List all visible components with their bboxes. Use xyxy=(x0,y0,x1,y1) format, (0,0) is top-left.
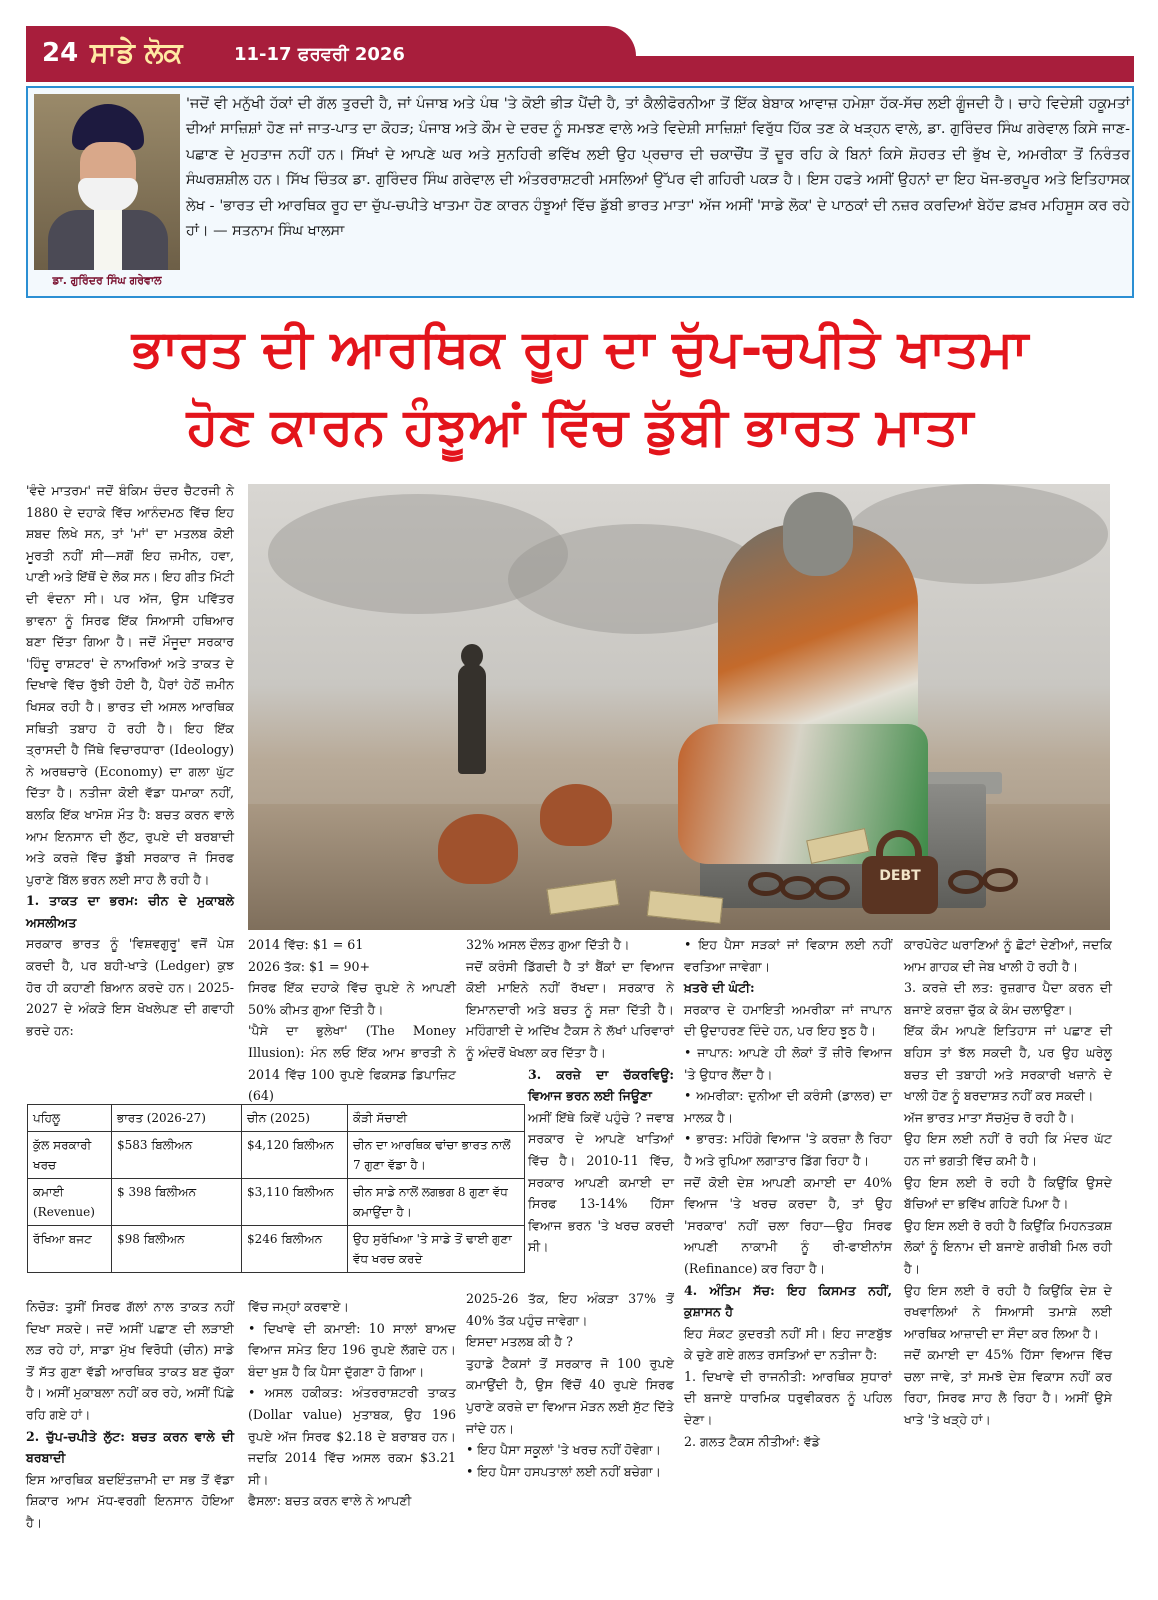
lower-col2-paragraph-4: ਫੈਸਲਾ: ਬਚਤ ਕਰਨ ਵਾਲੇ ਨੇ ਆਪਣੀ xyxy=(248,1493,412,1509)
india-china-comparison-table xyxy=(27,1104,525,1273)
page-number: 24 xyxy=(42,38,79,68)
col5-paragraph-2: 3. ਕਰਜ਼ੇ ਦੀ ਲਤ: ਰੁਜ਼ਗਾਰ ਪੈਦਾ ਕਰਨ ਦੀ ਬਜਾਏ ਕਰਜ਼ਾ ਚੁੱਕ ਕੇ ਕੰਮ ਚਲਾਉਣਾ। xyxy=(904,980,1112,1017)
column-4 xyxy=(684,934,892,1452)
col5-paragraph-8: ਉਹ ਇਸ ਲਈ ਰੋ ਰਹੀ ਹੈ ਕਿਉਂਕਿ ਦੇਸ਼ ਦੇ ਰਖਵਾਲਿਆਂ ਨੇ ਸਿਆਸੀ ਤਮਾਸ਼ੇ ਲਈ ਆਰਥਿਕ ਆਜ਼ਾਦੀ ਦਾ ਸੌਦਾ ਕਰ ਲਿਆ ਹੈ। xyxy=(904,1282,1112,1341)
table-row xyxy=(28,1226,525,1273)
col3-paragraph-3: ਅਸੀਂ ਇੱਥੇ ਕਿਵੇਂ ਪਹੁੰਚੇ ? ਜਵਾਬ ਸਰਕਾਰ ਦੇ ਆਪਣੇ ਖਾਤਿਆਂ ਵਿੱਚ ਹੈ। 2010-11 ਵਿੱਚ, ਸਰਕਾਰ ਆਪਣੀ ਕਮਾਈ ਦਾ ਸਿਰਫ 13-14% ਹਿੱਸਾ ਵਿਆਜ ਭਰਨ 'ਤੇ ਖਰਚ ਕਰਦੀ ਸੀ। xyxy=(528,1109,674,1255)
debt-lock-icon: DEBT xyxy=(862,856,938,914)
column-2 xyxy=(248,934,456,1107)
photo-beard xyxy=(78,178,138,212)
col4-bullet-3: • ਅਮਰੀਕਾ: ਦੁਨੀਆ ਦੀ ਕਰੰਸੀ (ਡਾਲਰ) ਦਾ ਮਾਲਕ ਹੈ। xyxy=(684,1088,892,1125)
lower-column-1 xyxy=(26,1296,234,1534)
chain-link xyxy=(748,872,784,896)
col5-paragraph-1: ਕਾਰਪੋਰੇਟ ਘਰਾਣਿਆਂ ਨੂੰ ਛੋਟਾਂ ਦੇਣੀਆਂ, ਜਦਕਿ ਆਮ ਗਾਹਕ ਦੀ ਜੇਬ ਖਾਲੀ ਹੋ ਰਹੀ ਹੈ। xyxy=(904,937,1112,974)
col3-paragraph-5: ਇਸਦਾ ਮਤਲਬ ਕੀ ਹੈ ? xyxy=(466,1334,573,1350)
col4-paragraph-3: ਇਹ ਸੰਕਟ ਕੁਦਰਤੀ ਨਹੀਂ ਸੀ। ਇਹ ਜਾਣਬੁੱਝ ਕੇ ਚੁਣੇ ਗਏ ਗਲਤ ਰਸਤਿਆਂ ਦਾ ਨਤੀਜਾ ਹੈ: xyxy=(684,1325,892,1363)
headline-line-2: ਹੋਣ ਕਾਰਨ ਹੰਝੂਆਂ ਵਿੱਚ ਡੁੱਬੀ ਭਾਰਤ ਮਾਤਾ xyxy=(186,397,974,457)
lower-col1-paragraph-2: ਇਸ ਆਰਥਿਕ ਬਦਇੰਤਜ਼ਾਮੀ ਦਾ ਸਭ ਤੋਂ ਵੱਡਾ ਸ਼ਿਕਾਰ ਆਮ ਮੱਧ-ਵਰਗੀ ਇਨਸਾਨ ਹੋਇਆ ਹੈ। xyxy=(26,1471,234,1530)
chain-link xyxy=(780,876,816,900)
lower-col2-paragraph-1: ਵਿੱਚ ਜਮ੍ਹਾਂ ਕਰਵਾਏ। xyxy=(248,1299,349,1314)
table-header-cell: ਕੌੜੀ ਸੱਚਾਈ xyxy=(348,1105,525,1132)
col4-heading-1: ਖ਼ਤਰੇ ਦੀ ਘੰਟੀ: xyxy=(684,980,755,996)
table-header-cell: ਚੀਨ (2025) xyxy=(242,1105,348,1132)
col3-bullet-1: • ਇਹ ਪੈਸਾ ਸਕੂਲਾਂ 'ਤੇ ਖਰਚ ਨਹੀਂ ਹੋਵੇਗਾ। xyxy=(466,1442,661,1458)
chain-link xyxy=(982,868,1018,892)
table-cell: ਚੀਨ ਦਾ ਆਰਥਿਕ ਢਾਂਚਾ ਭਾਰਤ ਨਾਲੋਂ 7 ਗੁਣਾ ਵੱਡਾ ਹੈ। xyxy=(348,1132,525,1179)
col2-paragraph-2: 'ਪੈਸੇ ਦਾ ਭੁਲੇਖਾ' (The Money Illusion): ਮੰਨ ਲਓ ਇੱਕ ਆਮ ਭਾਰਤੀ ਨੇ 2014 ਵਿੱਚ 100 ਰੁਪਏ ਫਿਕਸਡ ਡਿਪਾਜ਼ਿਟ (64) xyxy=(248,1023,456,1104)
table-cell: ਕੁੱਲ ਸਰਕਾਰੀ ਖਰਚ xyxy=(28,1132,112,1179)
newspaper-name: ਸਾਡੇ ਲੋਕ xyxy=(90,36,183,69)
col3-heading-1: 3. ਕਰਜ਼ੇ ਦਾ ਚੱਕਰਵਿਊ: ਵਿਆਜ ਭਰਨ ਲਈ ਜਿਊਣਾ xyxy=(528,1066,674,1104)
col1-paragraph-1: 'ਵੰਦੇ ਮਾਤਰਮ' ਜਦੋਂ ਬੰਕਿਮ ਚੰਦਰ ਚੈਟਰਜੀ ਨੇ 1880 ਦੇ ਦਹਾਕੇ ਵਿੱਚ ਆਨੰਦਮਠ ਵਿੱਚ ਇਹ ਸ਼ਬਦ ਲਿਖੇ ਸਨ, ਤਾਂ 'ਮਾਂ' ਦਾ ਮਤਲਬ ਕੋਈ ਮੂਰਤੀ ਨਹੀਂ ਸੀ—ਸਗੋਂ ਇਹ ਜ਼ਮੀਨ, ਹਵਾ, ਪਾਣੀ ਅਤੇ ਇੱਥੋਂ ਦੇ ਲੋਕ ਸਨ। ਇਹ ਗੀਤ ਮਿੱਟੀ ਦੀ ਵੰਦਨਾ ਸੀ। ਪਰ ਅੱਜ, ਉਸ ਪਵਿੱਤਰ ਭਾਵਨਾ ਨੂੰ ਸਿਰਫ ਇੱਕ ਸਿਆਸੀ ਹਥਿਆਰ ਬਣਾ ਦਿੱਤਾ ਗਿਆ ਹੈ। ਜਦੋਂ ਮੌਜੂਦਾ ਸਰਕਾਰ 'ਹਿੰਦੂ ਰਾਸ਼ਟਰ' ਦੇ ਨਾਅਰਿਆਂ ਅਤੇ ਤਾਕਤ ਦੇ ਦਿਖਾਵੇ ਵਿੱਚ ਰੁੱਝੀ ਹੋਈ ਹੈ, ਪੈਰਾਂ ਹੇਠੋਂ ਜ਼ਮੀਨ ਖਿਸਕ ਰਹੀ ਹੈ। ਭਾਰਤ ਦੀ ਅਸਲ ਆਰਥਿਕ ਸਥਿਤੀ ਤਬਾਹ ਹੋ ਰਹੀ ਹੈ। ਇਹ ਇੱਕ ਤ੍ਰਾਸਦੀ ਹੈ ਜਿੱਥੇ ਵਿਚਾਰਧਾਰਾ (Ideology) ਨੇ ਅਰਥਚਾਰੇ (Economy) ਦਾ ਗਲਾ ਘੁੱਟ ਦਿੱਤਾ ਹੈ। ਨਤੀਜਾ ਕੋਈ ਵੱਡਾ ਧਮਾਕਾ ਨਹੀਂ, ਬਲਕਿ ਇੱਕ ਖਾਮੋਸ਼ ਮੌਤ ਹੈ: ਬਚਤ ਕਰਨ ਵਾਲੇ ਆਮ ਇਨਸਾਨ ਦੀ ਲੁੱਟ, ਰੁਪਏ ਦੀ ਬਰਬਾਦੀ ਅਤੇ ਕਰਜ਼ੇ ਵਿੱਚ ਡੁੱਬੀ ਸਰਕਾਰ ਜੋ ਸਿਰਫ ਪੁਰਾਣੇ ਬਿੱਲ ਭਰਨ ਲਈ ਸਾਹ ਲੈ ਰਹੀ ਹੈ। xyxy=(26,483,234,887)
photo-shirt xyxy=(94,210,122,270)
column-3-lower xyxy=(466,1288,674,1482)
col4-bullet-1: • ਇਹ ਪੈਸਾ ਸੜਕਾਂ ਜਾਂ ਵਿਕਾਸ ਲਈ ਨਹੀਂ ਵਰਤਿਆ ਜਾਵੇਗਾ। xyxy=(684,937,892,974)
walking-man xyxy=(458,664,486,774)
col2-paragraph-1: ਸਿਰਫ ਇੱਕ ਦਹਾਕੇ ਵਿੱਚ ਰੁਪਏ ਨੇ ਆਪਣੀ 50% ਕੀਮਤ ਗੁਆ ਦਿੱਤੀ ਹੈ। xyxy=(248,980,456,1017)
col3-bullet-2: • ਇਹ ਪੈਸਾ ਹਸਪਤਾਲਾਂ ਲਈ ਨਹੀਂ ਬਚੇਗਾ। xyxy=(466,1463,662,1479)
author-photo xyxy=(34,94,180,270)
intro-box xyxy=(26,86,1134,298)
lower-col2-paragraph-2: • ਦਿਖਾਵੇ ਦੀ ਕਮਾਈ: 10 ਸਾਲਾਂ ਬਾਅਦ ਵਿਆਜ ਸਮੇਤ ਇਹ 196 ਰੁਪਏ ਲੱਗਦੇ ਹਨ। ਬੰਦਾ ਖੁਸ਼ ਹੈ ਕਿ ਪੈਸਾ ਦੁੱਗਣਾ ਹੋ ਗਿਆ। xyxy=(248,1320,456,1379)
lower-column-2 xyxy=(248,1296,456,1512)
col5-paragraph-6: ਉਹ ਇਸ ਲਈ ਰੋ ਰਹੀ ਹੈ ਕਿਉਂਕਿ ਉਸਦੇ ਬੱਚਿਆਂ ਦਾ ਭਵਿੱਖ ਗਹਿਣੇ ਪਿਆ ਹੈ। xyxy=(904,1174,1112,1212)
lower-col1-heading-1: 2. ਚੁੱਪ-ਚਪੀਤੇ ਲੁੱਟ: ਬਚਤ ਕਰਨ ਵਾਲੇ ਦੀ ਬਰਬਾਦੀ xyxy=(26,1428,234,1466)
table-cell: $98 ਬਿਲੀਅਨ xyxy=(112,1226,242,1273)
table-cell: ਰੱਖਿਆ ਬਜਟ xyxy=(28,1226,112,1273)
col4-paragraph-1: ਸਰਕਾਰ ਦੇ ਹਮਾਇਤੀ ਅਮਰੀਕਾ ਜਾਂ ਜਾਪਾਨ ਦੀ ਉਦਾਹਰਣ ਦਿੰਦੇ ਹਨ, ਪਰ ਇਹ ਝੂਠ ਹੈ। xyxy=(684,1001,892,1039)
col3-paragraph-2: ਜਦੋਂ ਕਰੰਸੀ ਡਿੱਗਦੀ ਹੈ ਤਾਂ ਬੈਂਕਾਂ ਦਾ ਵਿਆਜ ਕੋਈ ਮਾਇਨੇ ਨਹੀਂ ਰੱਖਦਾ। ਸਰਕਾਰ ਨੇ ਇਮਾਨਦਾਰੀ ਅਤੇ ਬਚਤ ਨੂੰ ਸਜ਼ਾ ਦਿੱਤੀ ਹੈ। ਮਹਿੰਗਾਈ ਦੇ ਅਦਿੱਖ ਟੈਕਸ ਨੇ ਲੱਖਾਂ ਪਰਿਵਾਰਾਂ ਨੂੰ ਅੰਦਰੋਂ ਖੋਖਲਾ ਕਰ ਦਿੱਤਾ ਹੈ। xyxy=(466,958,674,1060)
col4-heading-2: 4. ਅੰਤਿਮ ਸੱਚ: ਇਹ ਕਿਸਮਤ ਨਹੀਂ, ਕੁਸ਼ਾਸਨ ਹੈ xyxy=(684,1282,892,1320)
col3-paragraph-4: 2025-26 ਤੱਕ, ਇਹ ਅੰਕੜਾ 37% ਤੋਂ 40% ਤੱਕ ਪਹੁੰਚ ਜਾਵੇਗਾ। xyxy=(466,1291,674,1328)
col4-bullet-2: • ਜਾਪਾਨ: ਆਪਣੇ ਹੀ ਲੋਕਾਂ ਤੋਂ ਜ਼ੀਰੋ ਵਿਆਜ 'ਤੇ ਉਧਾਰ ਲੈਂਦਾ ਹੈ। xyxy=(684,1044,892,1082)
col2-line-2: 2026 ਤੱਕ: $1 = 90+ xyxy=(248,958,371,974)
header-rule xyxy=(26,56,1134,82)
col3-paragraph-6: ਤੁਹਾਡੇ ਟੈਕਸਾਂ ਤੋਂ ਸਰਕਾਰ ਜੋ 100 ਰੁਪਏ ਕਮਾਉਂਦੀ ਹੈ, ਉਸ ਵਿੱਚੋਂ 40 ਰੁਪਏ ਸਿਰਫ ਪੁਰਾਣੇ ਕਰਜ਼ੇ ਦਾ ਵਿਆਜ ਮੋੜਨ ਲਈ ਸੁੱਟ ਦਿੱਤੇ ਜਾਂਦੇ ਹਨ। xyxy=(466,1355,674,1436)
table-header-cell: ਪਹਿਲੂ xyxy=(28,1105,112,1132)
headline-line-1: ਭਾਰਤ ਦੀ ਆਰਥਿਕ ਰੂਹ ਦਾ ਚੁੱਪ-ਚਪੀਤੇ ਖਾਤਮਾ xyxy=(131,319,1029,379)
intro-text: 'ਜਦੋਂ ਵੀ ਮਨੁੱਖੀ ਹੱਕਾਂ ਦੀ ਗੱਲ ਤੁਰਦੀ ਹੈ, ਜਾਂ ਪੰਜਾਬ ਅਤੇ ਪੰਥ 'ਤੇ ਕੋਈ ਭੀੜ ਪੈਂਦੀ ਹੈ, ਤਾਂ ਕੈਲੀਫੋਰਨੀਆ ਤੋਂ ਇੱਕ ਬੇਬਾਕ ਆਵਾਜ਼ ਹਮੇਸ਼ਾ ਹੱਕ-ਸੱਚ ਲਈ ਗੂੰਜਦੀ ਹੈ। ਚਾਹੇ ਵਿਦੇਸ਼ੀ ਹਕੂਮਤਾਂ ਦੀਆਂ ਸਾਜ਼ਿਸ਼ਾਂ ਹੋਣ ਜਾਂ ਜਾਤ-ਪਾਤ ਦਾ ਕੋਹੜ; ਪੰਜਾਬ ਅਤੇ ਕੌਮ ਦੇ ਦਰਦ ਨੂੰ ਸਮਝਣ ਵਾਲੇ ਅਤੇ ਵਿਦੇਸ਼ੀ ਸਾਜ਼ਿਸ਼ਾਂ ਵਿਰੁੱਧ ਹਿੱਕ ਤਣ ਕੇ ਖੜ੍ਹਨ ਵਾਲੇ, ਡਾ. ਗੁਰਿੰਦਰ ਸਿੰਘ ਗਰੇਵਾਲ ਕਿਸੇ ਜਾਣ-ਪਛਾਣ ਦੇ ਮੁਹਤਾਜ ਨਹੀਂ ਹਨ। ਸਿੱਖਾਂ ਦੇ ਆਪਣੇ ਘਰ ਅਤੇ ਸੁਨਹਿਰੀ ਭਵਿੱਖ ਲਈ ਉਹ ਪ੍ਰਚਾਰ ਦੀ ਚਕਾਚੌਂਧ ਤੋਂ ਦੂਰ ਰਹਿ ਕੇ ਬਿਨਾਂ ਕਿਸੇ ਸ਼ੋਹਰਤ ਦੀ ਭੁੱਖ ਦੇ, ਅਮਰੀਕਾ ਤੋਂ ਨਿਰੰਤਰ ਸੰਘਰਸ਼ਸ਼ੀਲ ਹਨ। ਸਿੱਖ ਚਿੰਤਕ ਡਾ. ਗੁਰਿੰਦਰ ਸਿੰਘ ਗਰੇਵਾਲ ਦੀ ਅੰਤਰਰਾਸ਼ਟਰੀ ਮਸਲਿਆਂ ਉੱਪਰ ਵੀ ਗਹਿਰੀ ਪਕੜ ਹੈ। ਇਸ ਹਫਤੇ ਅਸੀਂ ਉਹਨਾਂ ਦਾ ਇਹ ਖੋਜ-ਭਰਪੂਰ ਅਤੇ ਇਤਿਹਾਸਕ ਲੇਖ - 'ਭਾਰਤ ਦੀ ਆਰਥਿਕ ਰੂਹ ਦਾ ਚੁੱਪ-ਚਪੀਤੇ ਖਾਤਮਾ ਹੋਣ ਕਾਰਨ ਹੰਝੂਆਂ ਵਿੱਚ ਡੁੱਬੀ ਭਾਰਤ ਮਾਤਾ' ਅੱਜ ਅਸੀਂ 'ਸਾਡੇ ਲੋਕ' ਦੇ ਪਾਠਕਾਂ ਦੀ ਨਜ਼ਰ ਕਰਦਿਆਂ ਬੇਹੱਦ ਫ਼ਖ਼ਰ ਮਹਿਸੂਸ ਕਰ ਰਹੇ ਹਾਂ। — ਸਤਨਾਮ ਸਿੰਘ ਖਾਲਸਾ xyxy=(186,96,1131,240)
table-row xyxy=(28,1179,525,1226)
column-5 xyxy=(904,934,1112,1431)
col2-line-1: 2014 ਵਿੱਚ: $1 = 61 xyxy=(248,937,364,952)
column-1 xyxy=(26,480,234,1041)
col5-paragraph-9: ਜਦੋਂ ਕਮਾਈ ਦਾ 45% ਹਿੱਸਾ ਵਿਆਜ ਵਿੱਚ ਚਲਾ ਜਾਵੇ, ਤਾਂ ਸਮਝੋ ਦੇਸ਼ ਵਿਕਾਸ ਨਹੀਂ ਕਰ ਰਿਹਾ, ਸਿਰਫ ਸਾਹ ਲੈ ਰਿਹਾ ਹੈ। ਅਸੀਂ ਉਸੇ ਖਾਤੇ 'ਤੇ ਖੜ੍ਹੇ ਹਾਂ। xyxy=(904,1347,1112,1428)
lower-col2-paragraph-3: • ਅਸਲ ਹਕੀਕਤ: ਅੰਤਰਰਾਸ਼ਟਰੀ ਤਾਕਤ (Dollar value) ਮੁਤਾਬਕ, ਉਹ 196 ਰੁਪਏ ਅੱਜ ਸਿਰਫ $2.18 ਦੇ ਬਰਾਬਰ ਹਨ। ਜਦਕਿ 2014 ਵਿੱਚ ਅਸਲ ਰਕਮ $3.21 ਸੀ। xyxy=(248,1385,456,1487)
bharat-mata-illustration xyxy=(248,484,1110,930)
col5-paragraph-4: ਅੱਜ ਭਾਰਤ ਮਾਤਾ ਸੱਚਮੁੱਚ ਰੋ ਰਹੀ ਹੈ। xyxy=(904,1109,1075,1125)
broken-pot-icon xyxy=(438,814,518,884)
col5-paragraph-7: ਉਹ ਇਸ ਲਈ ਰੋ ਰਹੀ ਹੈ ਕਿਉਂਕਿ ਮਿਹਨਤਕਸ਼ ਲੋਕਾਂ ਨੂੰ ਇਨਾਮ ਦੀ ਬਜਾਏ ਗਰੀਬੀ ਮਿਲ ਰਹੀ ਹੈ। xyxy=(904,1217,1112,1276)
chain-link xyxy=(948,870,984,894)
col5-paragraph-5: ਉਹ ਇਸ ਲਈ ਨਹੀਂ ਰੋ ਰਹੀ ਕਿ ਮੰਦਰ ਘੱਟ ਹਨ ਜਾਂ ਭਗਤੀ ਵਿੱਚ ਕਮੀ ਹੈ। xyxy=(904,1131,1112,1168)
chain-link xyxy=(814,876,850,900)
table-header-cell: ਭਾਰਤ (2026-27) xyxy=(112,1105,242,1132)
col1-paragraph-2: ਸਰਕਾਰ ਭਾਰਤ ਨੂੰ 'ਵਿਸ਼ਵਗੁਰੂ' ਵਜੋਂ ਪੇਸ਼ ਕਰਦੀ ਹੈ, ਪਰ ਬਹੀ-ਖਾਤੇ (Ledger) ਕੁਝ ਹੋਰ ਹੀ ਕਹਾਣੀ ਬਿਆਨ ਕਰਦੇ ਹਨ। 2025-2027 ਦੇ ਅੰਕੜੇ ਇਸ ਖੋਖਲੇਪਣ ਦੀ ਗਵਾਹੀ ਭਰਦੇ ਹਨ: xyxy=(26,936,234,1038)
issue-date: 11-17 ਫਰਵਰੀ 2026 xyxy=(234,44,405,65)
table-header-row xyxy=(28,1105,525,1132)
table-cell: $4,120 ਬਿਲੀਅਨ xyxy=(242,1132,348,1179)
table-cell: ਚੀਨ ਸਾਡੇ ਨਾਲੋਂ ਲਗਭਗ 8 ਗੁਣਾ ਵੱਧ ਕਮਾਉਂਦਾ ਹੈ। xyxy=(348,1179,525,1226)
col1-heading-1: 1. ਤਾਕਤ ਦਾ ਭਰਮ: ਚੀਨ ਦੇ ਮੁਕਾਬਲੇ ਅਸਲੀਅਤ xyxy=(26,893,234,930)
table-cell: $246 ਬਿਲੀਅਨ xyxy=(242,1226,348,1273)
headline xyxy=(26,310,1134,466)
table-cell: ਉਹ ਸੁਰੱਖਿਆ 'ਤੇ ਸਾਡੇ ਤੋਂ ਢਾਈ ਗੁਣਾ ਵੱਧ ਖਰਚ ਕਰਦੇ xyxy=(348,1226,525,1273)
page-header xyxy=(26,26,1134,82)
col3-paragraph-1: 32% ਅਸਲ ਦੌਲਤ ਗੁਆ ਦਿੱਤੀ ਹੈ। xyxy=(466,937,630,952)
col4-paragraph-2: ਜਦੋਂ ਕੋਈ ਦੇਸ਼ ਆਪਣੀ ਕਮਾਈ ਦਾ 40% ਵਿਆਜ 'ਤੇ ਖਰਚ ਕਰਦਾ ਹੈ, ਤਾਂ ਉਹ 'ਸਰਕਾਰ' ਨਹੀਂ ਚਲਾ ਰਿਹਾ—ਉਹ ਸਿਰਫ ਆਪਣੀ ਨਾਕਾਮੀ ਨੂੰ ਰੀ-ਫਾਈਨਾਂਸ (Refinance) ਕਰ ਰਿਹਾ ਹੈ। xyxy=(684,1174,892,1276)
table-cell: $ 398 ਬਿਲੀਅਨ xyxy=(112,1179,242,1226)
lower-col1-paragraph-1: ਨਿਚੋੜ: ਤੁਸੀਂ ਸਿਰਫ ਗੱਲਾਂ ਨਾਲ ਤਾਕਤ ਨਹੀਂ ਦਿਖਾ ਸਕਦੇ। ਜਦੋਂ ਅਸੀਂ ਪਛਾਣ ਦੀ ਲੜਾਈ ਲੜ ਰਹੇ ਹਾਂ, ਸਾਡਾ ਮੁੱਖ ਵਿਰੋਧੀ (ਚੀਨ) ਸਾਡੇ ਤੋਂ ਸੱਤ ਗੁਣਾ ਵੱਡੀ ਆਰਥਿਕ ਤਾਕਤ ਬਣ ਚੁੱਕਾ ਹੈ। ਅਸੀਂ ਮੁਕਾਬਲਾ ਨਹੀਂ ਕਰ ਰਹੇ, ਅਸੀਂ ਪਿੱਛੇ ਰਹਿ ਗਏ ਹਾਂ। xyxy=(26,1299,234,1422)
col5-paragraph-3: ਇੱਕ ਕੌਮ ਆਪਣੇ ਇਤਿਹਾਸ ਜਾਂ ਪਛਾਣ ਦੀ ਬਹਿਸ ਤਾਂ ਝੱਲ ਸਕਦੀ ਹੈ, ਪਰ ਉਹ ਘਰੇਲੂ ਬਚਤ ਦੀ ਤਬਾਹੀ ਅਤੇ ਸਰਕਾਰੀ ਖਜ਼ਾਨੇ ਦੇ ਖਾਲੀ ਹੋਣ ਨੂੰ ਬਰਦਾਸ਼ਤ ਨਹੀਂ ਕਰ ਸਕਦੀ। xyxy=(904,1023,1112,1104)
col4-paragraph-4: 1. ਦਿਖਾਵੇ ਦੀ ਰਾਜਨੀਤੀ: ਆਰਥਿਕ ਸੁਧਾਰਾਂ ਦੀ ਬਜਾਏ ਧਾਰਮਿਕ ਧਰੁਵੀਕਰਨ ਨੂੰ ਪਹਿਲ ਦੇਣਾ। xyxy=(684,1368,892,1428)
table-cell: ਕਮਾਈ (Revenue) xyxy=(28,1179,112,1226)
col4-bullet-4: • ਭਾਰਤ: ਮਹਿੰਗੇ ਵਿਆਜ 'ਤੇ ਕਰਜ਼ਾ ਲੈ ਰਿਹਾ ਹੈ ਅਤੇ ਰੁਪਿਆ ਲਗਾਤਾਰ ਡਿੱਗ ਰਿਹਾ ਹੈ। xyxy=(684,1131,892,1168)
table-row xyxy=(28,1132,525,1179)
col4-paragraph-5: 2. ਗਲਤ ਟੈਕਸ ਨੀਤੀਆਂ: ਵੱਡੇ xyxy=(684,1433,820,1449)
table-cell: $3,110 ਬਿਲੀਅਨ xyxy=(242,1179,348,1226)
broken-pot-icon xyxy=(540,784,612,846)
author-caption: ਡਾ. ਗੁਰਿੰਦਰ ਸਿੰਘ ਗਰੇਵਾਲ xyxy=(52,274,162,287)
mother-figure-head xyxy=(783,492,853,576)
table-cell: $583 ਬਿਲੀਅਨ xyxy=(112,1132,242,1179)
